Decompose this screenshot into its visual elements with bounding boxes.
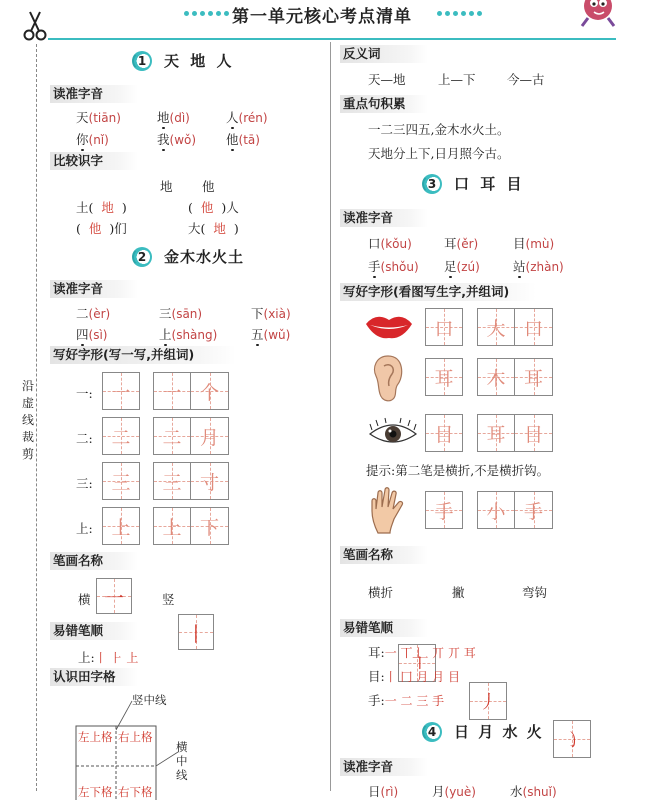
section-2-heading xyxy=(132,246,244,267)
sentence-item: 天地分上下,日月照今古。 xyxy=(368,146,510,161)
mascot-icon xyxy=(574,0,618,36)
pinyin-item: 人(rén) xyxy=(226,110,268,125)
compare-head: 地 xyxy=(160,179,173,194)
write-row: 耳 木 耳 xyxy=(364,358,402,396)
section-number: 1 xyxy=(132,51,152,71)
stroke-cell: ㇁ xyxy=(553,720,591,758)
section-title: 天 地 人 xyxy=(164,52,235,70)
ear-icon xyxy=(370,354,406,408)
label-order: 易错笔顺 xyxy=(50,622,138,640)
cut-instruction: 沿虚线裁剪 xyxy=(22,379,35,461)
section-title: 金木水火土 xyxy=(164,248,245,266)
antonym-item: 今—古 xyxy=(507,72,545,87)
stroke-cell: 丿 xyxy=(469,682,507,720)
pinyin-item: 目(mù) xyxy=(513,236,555,251)
column-divider xyxy=(330,42,331,791)
pinyin-item: 四(sì) xyxy=(76,327,108,342)
tianzi-grid-diagram: 竖中线 左上格 右上格 左下格 右下格 横中线 xyxy=(76,690,206,791)
compare-head: 他 xyxy=(202,179,215,194)
order-item: 耳:一 丅 𠃊 丌 丌 耳 xyxy=(368,645,476,660)
pinyin-item: 水(shuǐ) xyxy=(510,784,557,799)
hint-text: 提示:第二笔是横折,不是横折钩。 xyxy=(366,463,550,478)
pinyin-item: 月(yuè) xyxy=(432,784,476,799)
label-stroke: 笔画名称 xyxy=(50,552,138,570)
stroke-cell: 一 xyxy=(96,578,132,614)
pinyin-item: 地(dì) xyxy=(157,110,190,125)
write-row: 三: 三 三 寸 xyxy=(76,462,114,500)
antonym-item: 上—下 xyxy=(438,72,476,87)
header-rule xyxy=(48,38,616,40)
pinyin-item: 站(zhàn) xyxy=(513,259,564,274)
order-item: 目:丨 冂 月 月 目 xyxy=(368,669,460,684)
label-write: 写好字形(写一写,并组词) xyxy=(50,346,236,364)
pinyin-item: 手(shǒu) xyxy=(368,259,419,274)
pinyin-item: 足(zú) xyxy=(444,259,480,274)
page-header xyxy=(0,0,664,30)
pinyin-item: 我(wǒ) xyxy=(157,132,197,147)
write-row: 口 大 口 xyxy=(364,308,402,346)
section-1-heading xyxy=(132,50,234,71)
stroke-cell: ㇕ xyxy=(398,644,436,682)
label-write: 写好字形(看图写生字,并组词) xyxy=(340,283,536,301)
write-row: 目 耳 目 xyxy=(364,414,402,452)
pinyin-item: 下(xià) xyxy=(251,306,291,321)
pinyin-item: 三(sān) xyxy=(159,306,203,321)
pinyin-item: 五(wǔ) xyxy=(251,327,291,342)
hand-icon xyxy=(368,487,410,539)
section-number: 4 xyxy=(422,722,442,742)
compare-item: 大( 地 ) xyxy=(188,221,239,236)
order-item: 上:丨 ⺊ 上 xyxy=(78,650,139,665)
pinyin-item: 上(shàng) xyxy=(159,327,218,342)
pinyin-item: 日(rì) xyxy=(368,784,399,799)
pinyin-item: 你(nǐ) xyxy=(76,132,109,147)
stroke-name: 撇 xyxy=(452,585,465,600)
scissors-icon xyxy=(22,10,48,46)
stroke-name: 竖 xyxy=(162,592,175,607)
compare-item: ( 他 )们 xyxy=(76,221,127,236)
antonym-item: 天—地 xyxy=(368,72,406,87)
stroke-name: 横 xyxy=(78,592,91,607)
label-read: 读准字音 xyxy=(340,758,428,776)
write-row: 二: 二 二 月 xyxy=(76,417,114,455)
label-order: 易错笔顺 xyxy=(340,619,428,637)
section-number: 2 xyxy=(132,247,152,267)
label-sentence: 重点句积累 xyxy=(340,95,428,113)
cut-line xyxy=(36,44,37,791)
label-stroke: 笔画名称 xyxy=(340,546,428,564)
page-title: 第一单元核心考点清单 xyxy=(232,7,412,27)
eye-icon xyxy=(368,420,418,452)
section-title: 日 月 水 火 xyxy=(454,723,544,741)
write-row: 一: 一 一 个 xyxy=(76,372,114,410)
lips-icon xyxy=(364,314,414,344)
header-dots-right xyxy=(437,11,482,16)
label-compare: 比较识字 xyxy=(50,152,138,170)
sentence-item: 一二三四五,金木水火土。 xyxy=(368,122,510,137)
write-row: 手 小 手 xyxy=(364,491,402,529)
label-antonym: 反义词 xyxy=(340,45,428,63)
pinyin-item: 口(kǒu) xyxy=(368,236,412,251)
compare-item: ( 他 )人 xyxy=(188,200,239,215)
compare-item: 土( 地 ) xyxy=(76,200,127,215)
order-item: 手:一 二 三 手 xyxy=(368,693,445,708)
pinyin-item: 他(tā) xyxy=(226,132,260,147)
header-dots-left xyxy=(184,11,229,16)
section-3-heading xyxy=(422,173,524,194)
stroke-name: 横折 xyxy=(368,585,394,600)
section-4-heading xyxy=(422,721,544,742)
pinyin-item: 二(èr) xyxy=(76,306,111,321)
label-read: 读准字音 xyxy=(50,280,138,298)
label-grid: 认识田字格 xyxy=(50,668,138,686)
stroke-name: 弯钩 xyxy=(522,585,548,600)
label-read: 读准字音 xyxy=(340,209,428,227)
write-row: 上: 上 上 下 xyxy=(76,507,114,545)
pinyin-item: 耳(ěr) xyxy=(444,236,479,251)
section-title: 口 耳 目 xyxy=(454,175,525,193)
section-number: 3 xyxy=(422,174,442,194)
label-read: 读准字音 xyxy=(50,85,138,103)
pinyin-item: 天(tiān) xyxy=(76,110,121,125)
stroke-cell: 丨 xyxy=(178,614,214,650)
